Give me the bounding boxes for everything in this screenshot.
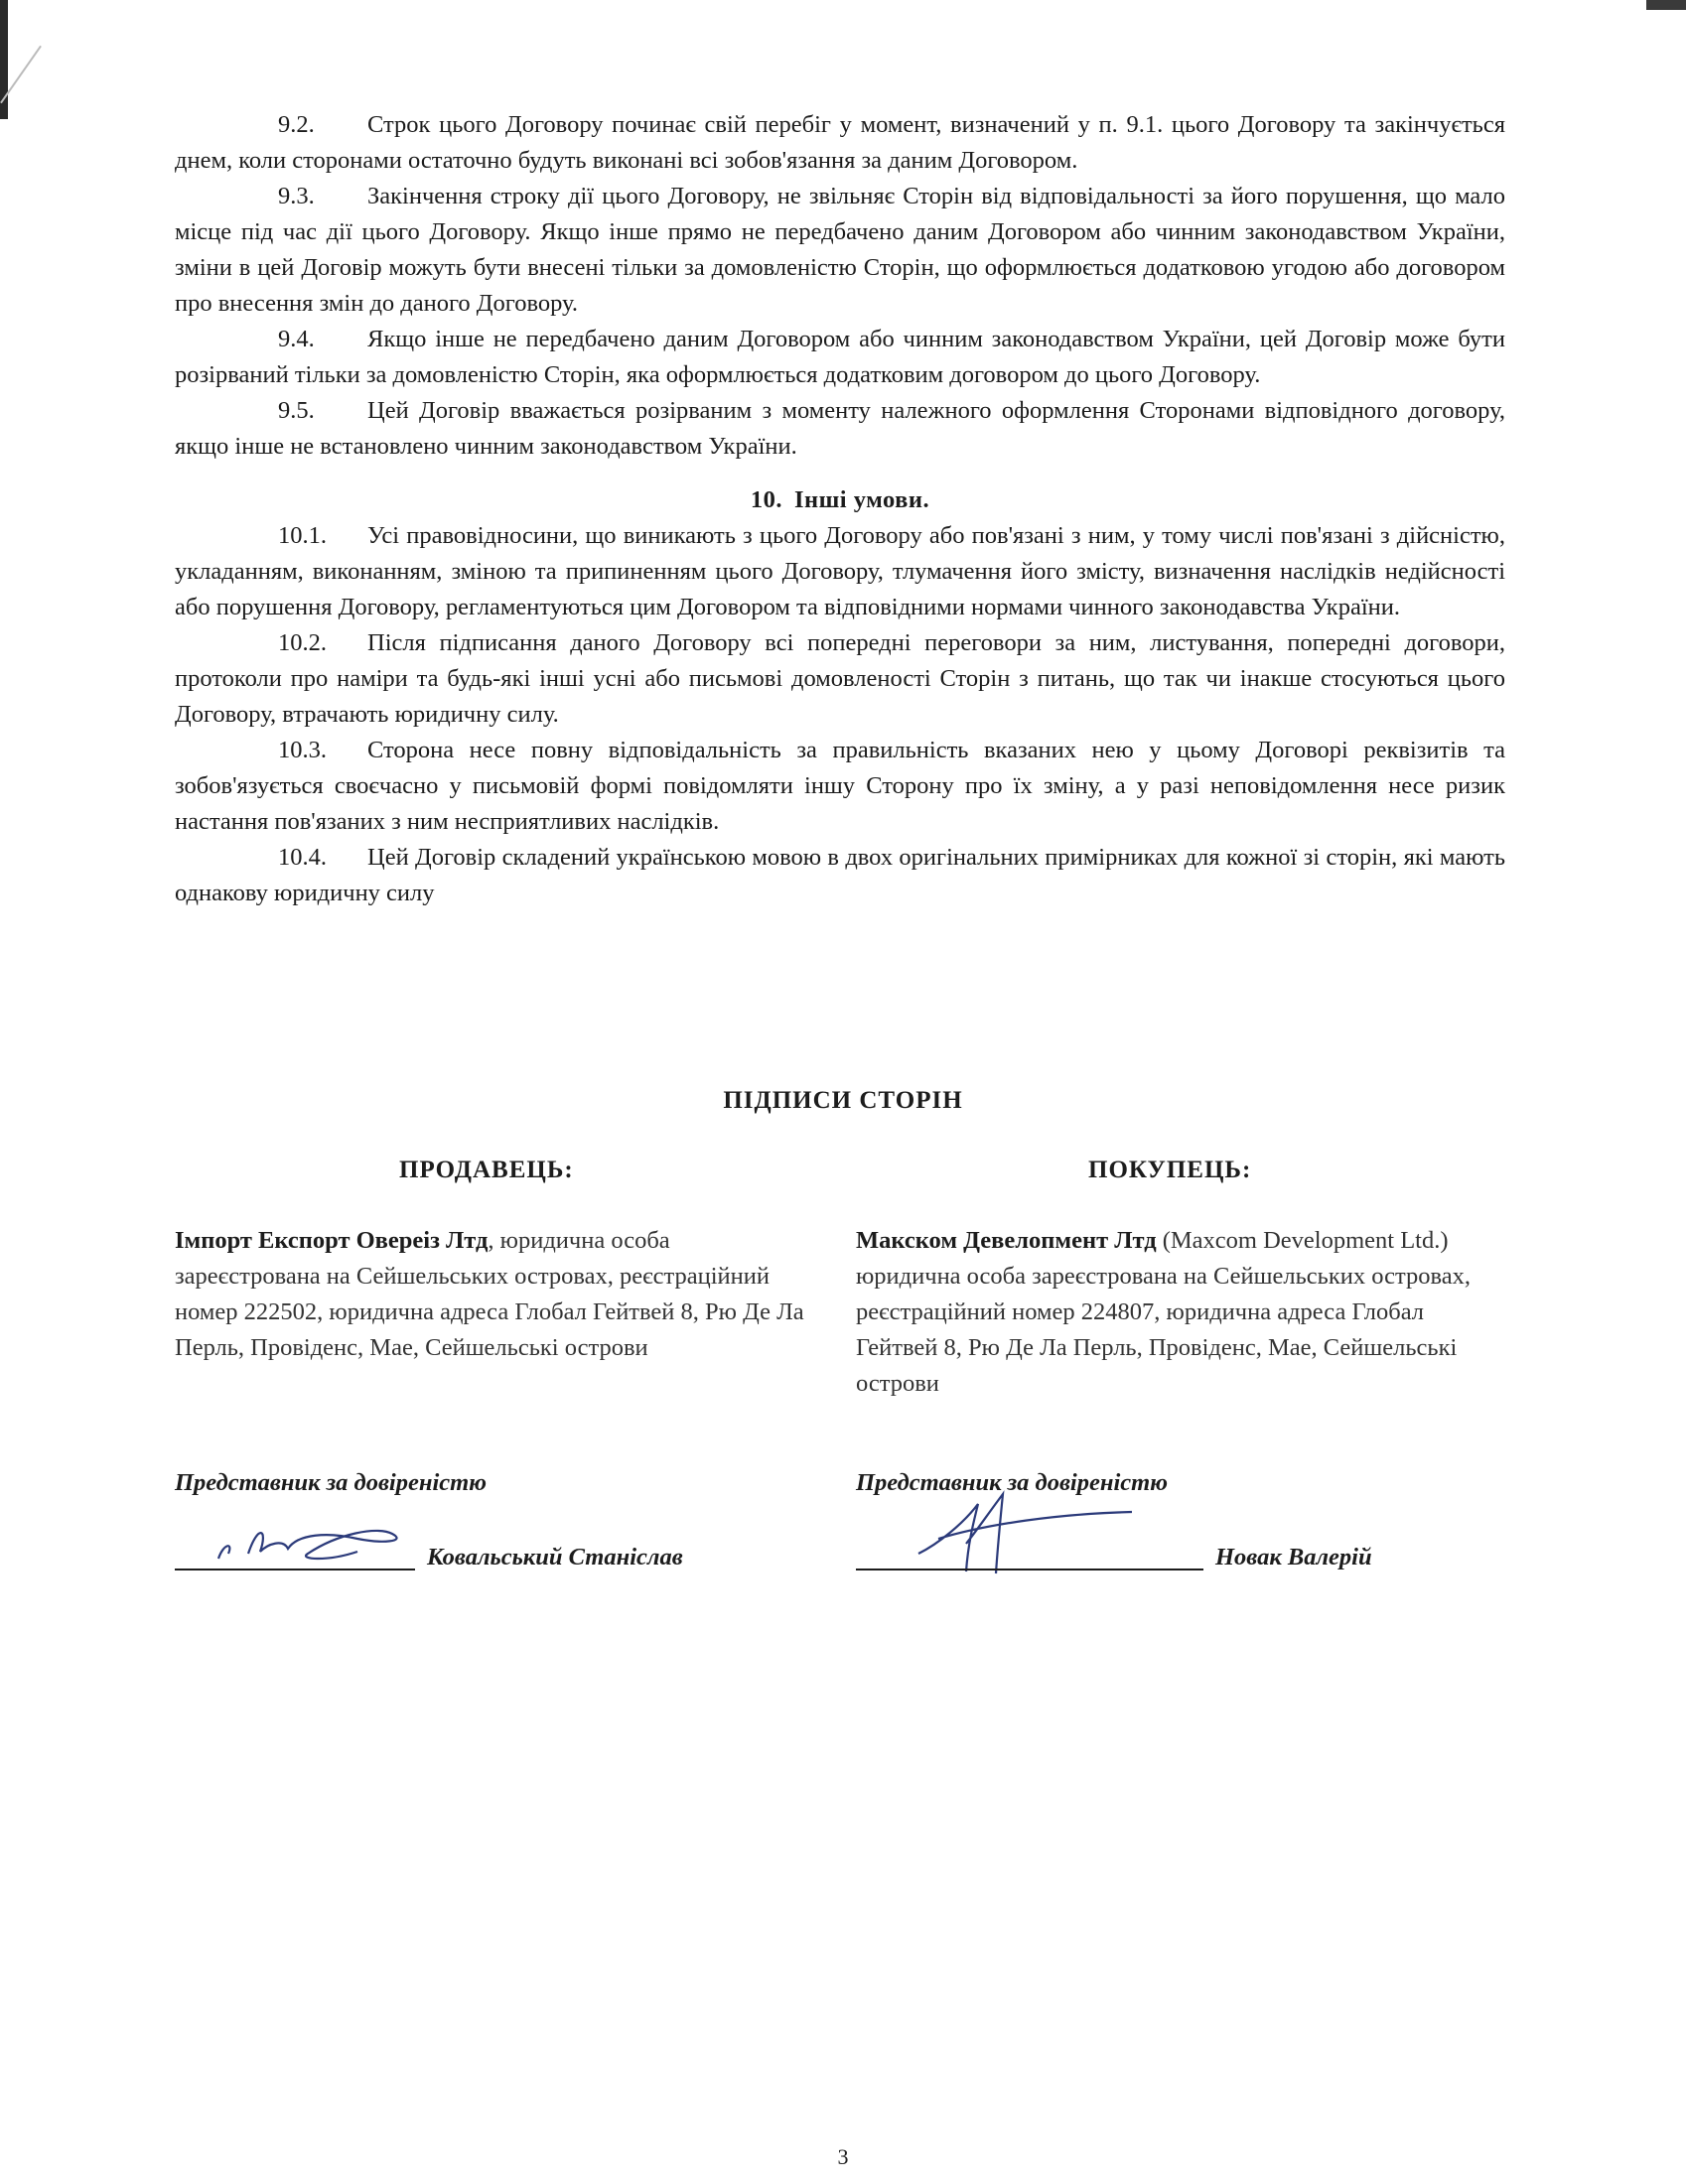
clause-9-4 [175,322,1505,393]
clause-9-5 [175,393,1505,465]
clause-number: 9.4. [278,326,315,352]
clause-9-2 [175,107,1505,179]
clause-10-1 [175,518,1505,625]
clause-text: Усі правовідносини, що виникають з цього Договору або пов'язані з ним, у тому числі пов'язані з дійсністю, укладанням, виконанням, зміною та припиненням цього Договору, тлумачення його змісту, визначення наслідків недійсності або порушення Договору, регламентуються цим Договором та відповідними нормами чинного законодавства України. [175,522,1505,620]
seller-representative-title: Представник за довіреністю [175,1469,488,1496]
clause-number: 10.1. [278,522,327,549]
buyer-signer-name: Новак Валерій [1215,1544,1372,1570]
clause-number: 10.4. [278,844,327,871]
clause-number: 10.2. [278,629,327,656]
seller-details: , юридична особа зареєстрована на Сейшельських островах, реєстраційний номер 222502, юридична адреса Глобал Гейтвей 8, Рю Де Ла Перль, Провіденс, Мае, Сейшельські острови [175,1227,804,1361]
clause-10-3 [175,733,1505,840]
seller-role-label: ПРОДАВЕЦЬ: [399,1157,574,1183]
buyer-role-label: ПОКУПЕЦЬ: [1088,1157,1252,1183]
buyer-signature-line [856,1569,1203,1570]
contract-body [175,107,1505,911]
clause-number: 9.3. [278,183,315,209]
clause-9-3 [175,179,1505,322]
signatures-heading: ПІДПИСИ СТОРІН [723,1087,963,1114]
seller-signature-line [175,1569,415,1570]
clause-text: Цей Договір складений українською мовою в двох оригінальних примірниках для кожної зі сторін, які мають однакову юридичну силу [175,844,1505,906]
section-10-heading [175,482,1505,518]
seller-name: Імпорт Експорт Овереіз Лтд [175,1227,489,1254]
clause-number: 9.5. [278,397,315,424]
clause-text: Після підписання даного Договору всі попередні переговори за ним, листування, попередні договори, протоколи про наміри та будь-які інші усні або письмові домовленості Сторін з питань, що так чи інакше стосуються цього Договору, втрачають юридичну силу. [175,629,1505,728]
buyer-name: Макском Девелопмент Лтд [856,1227,1157,1254]
clause-number: 9.2. [278,111,315,138]
clause-text: Строк цього Договору починає свій перебіг у момент, визначений у п. 9.1. цього Договору та закінчується днем, коли сторонами остаточно будуть виконані всі зобов'язання за даним Договором. [175,111,1505,174]
clause-text: Сторона несе повну відповідальність за правильність вказаних нею у цьому Договорі реквізитів та зобов'язується своєчасно у письмовій формі повідомляти іншу Сторону про їх зміну, а у разі неповідомлення несе ризик настання пов'язаних з ним несприятливих наслідків. [175,737,1505,835]
clause-number: 10.3. [278,737,327,763]
clause-text: Якщо інше не передбачено даним Договором або чинним законодавством України, цей Договір може бути розірваний тільки за домовленістю Сторін, яка оформлюється додатковим договором до цього Договору. [175,326,1505,388]
section-title: Інші умови. [793,486,930,513]
seller-signature-image [209,1504,427,1573]
clause-text: Закінчення строку дії цього Договору, не звільняє Сторін від відповідальності за його порушення, що мало місце під час дії цього Договору. Якщо інше прямо не передбачено даним Договором або чинним законодавством України, зміни в цей Договір можуть бути внесені тільки за домовленістю Сторін, що оформлюється додатковою угодою або договором про внесення змін до даного Договору. [175,183,1505,317]
page-number: 3 [837,2144,849,2169]
section-number: 10. [750,486,782,513]
clause-text: Цей Договір вважається розірваним з моменту належного оформлення Сторонами відповідного договору, якщо інше не встановлено чинним законодавством України. [175,397,1505,460]
scan-corner-mark [1646,0,1686,10]
seller-signer-name: Ковальський Станіслав [427,1544,683,1570]
buyer-details-block [856,1223,1501,1402]
buyer-signature-image [909,1484,1137,1578]
buyer-details: (Maxcom Development Ltd.) юридична особа зареєстрована на Сейшельських островах, реєстраційний номер 224807, юридична адреса Глобал Гейтвей 8, Рю Де Ла Перль, Провіденс, Мае, Сейшельські острови [856,1227,1471,1397]
clause-10-4 [175,840,1505,911]
buyer-representative-title: Представник за довіреністю [856,1469,1169,1496]
clause-10-2 [175,625,1505,733]
seller-details-block [175,1223,810,1366]
